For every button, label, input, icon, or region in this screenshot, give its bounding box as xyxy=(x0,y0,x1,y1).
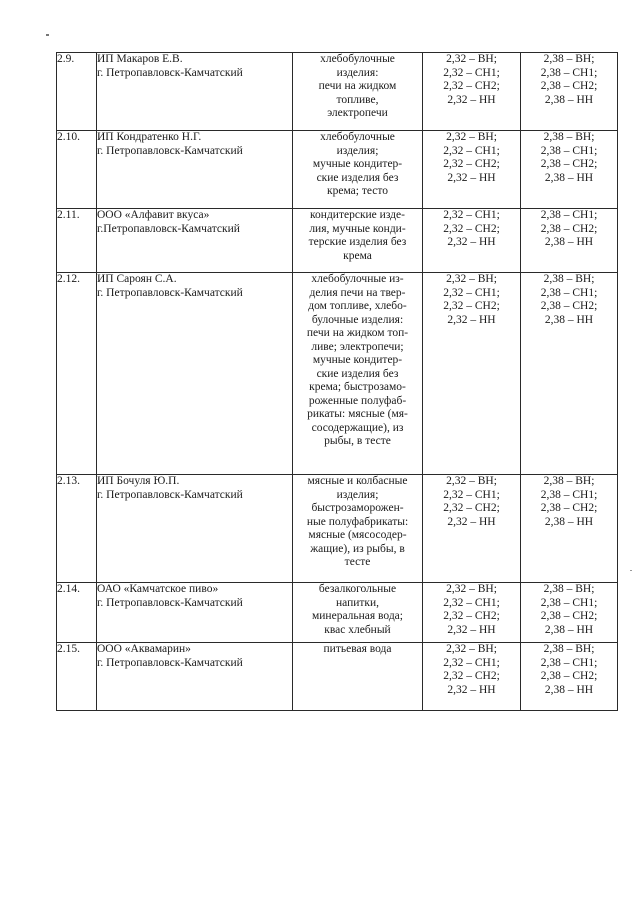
organization-city: г. Петропавловск-Камчатский xyxy=(97,656,243,669)
row-number: 2.14. xyxy=(57,583,97,643)
tariff-value: 2,32 – СН2; xyxy=(443,670,500,682)
tariff-value: 2,38 – СН2; xyxy=(540,300,598,312)
organization-city: г. Петропавловск-Камчатский xyxy=(97,66,243,79)
tariff-value: 2,38 – СН1; xyxy=(540,286,598,299)
table-row xyxy=(57,475,618,583)
tariff-column-1-cell xyxy=(423,643,521,711)
tariff-value: 2,32 – ВН; xyxy=(446,475,497,487)
tariff-column-1-cell xyxy=(423,53,521,131)
tariff-value: 2,32 – ВН; xyxy=(446,53,497,65)
tariff-value: 2,32 – СН2; xyxy=(443,300,500,312)
organization-city: г. Петропавловск-Камчатский xyxy=(97,144,243,157)
organization-name: ИП Бочуля Ю.П. xyxy=(97,475,180,487)
table-row xyxy=(57,273,618,475)
organization-cell xyxy=(97,131,293,209)
tariff-value: 2,32 – СН2; xyxy=(443,222,500,235)
tariff-value: 2,32 – ВН; xyxy=(446,273,497,285)
tariff-value: 2,38 – СН2; xyxy=(540,610,598,622)
products-cell xyxy=(293,643,423,711)
tariff-value: 2,38 – СН2; xyxy=(540,502,598,514)
tariff-value: 2,38 – СН2; xyxy=(540,80,598,92)
table-row xyxy=(57,131,618,209)
tariff-value: 2,32 – ВН; xyxy=(446,583,497,595)
tariff-value: 2,32 – СН2; xyxy=(443,80,500,92)
row-number: 2.9. xyxy=(57,53,97,131)
tariff-column-1-cell xyxy=(423,209,521,273)
products-cell xyxy=(293,475,423,583)
tariff-value: 2,38 – НН xyxy=(544,683,594,696)
tariff-value: 2,38 – СН1; xyxy=(540,144,598,157)
tariff-value: 2,32 – СН1; xyxy=(443,286,500,299)
organization-name: ОАО «Камчатское пиво» xyxy=(97,583,219,595)
tariff-value: 2,38 – ВН; xyxy=(543,53,595,65)
products-text: кондитерские изде- лия, мучные конди- терские изделия без крема xyxy=(308,209,407,262)
products-cell xyxy=(293,53,423,131)
tariff-value: 2,32 – НН xyxy=(447,236,496,248)
row-number: 2.13. xyxy=(57,475,97,583)
organization-cell xyxy=(97,643,293,711)
tariff-column-2-cell xyxy=(521,643,618,711)
tariff-column-2-cell xyxy=(521,131,618,209)
organization-cell xyxy=(97,273,293,475)
tariff-value: 2,38 – ВН; xyxy=(543,273,595,285)
tariff-value: 2,32 – СН1; xyxy=(443,144,500,157)
tariff-column-2-cell xyxy=(521,475,618,583)
tariff-value: 2,32 – СН1; xyxy=(443,488,500,501)
tariff-value: 2,32 – СН2; xyxy=(443,610,500,622)
organization-city: г. Петропавловск-Камчатский xyxy=(97,286,243,299)
products-text: хлебобулочные изделия; мучные кондитер- ские изделия без крема; тесто xyxy=(312,131,403,197)
table-row xyxy=(57,209,618,273)
products-cell xyxy=(293,209,423,273)
tariff-value: 2,32 – СН1; xyxy=(443,209,500,221)
tariff-value: 2,38 – СН1; xyxy=(540,488,598,501)
tariff-value: 2,32 – СН1; xyxy=(443,66,500,79)
tariff-value: 2,38 – СН2; xyxy=(540,670,598,682)
organization-city: г. Петропавловск-Камчатский xyxy=(97,596,243,609)
tariff-value: 2,32 – ВН; xyxy=(446,643,497,655)
tariff-value: 2,38 – СН1; xyxy=(540,656,598,669)
tariff-column-1-cell xyxy=(423,131,521,209)
tariff-column-2-cell xyxy=(521,273,618,475)
products-text: хлебобулочные изделия: печи на жидком топливе, электропечи xyxy=(318,53,397,119)
row-number: 2.11. xyxy=(57,209,97,273)
products-cell xyxy=(293,131,423,209)
tariff-value: 2,38 – НН xyxy=(544,93,594,106)
organization-name: ИП Сароян С.А. xyxy=(97,273,177,285)
products-text: хлебобулочные из- делия печи на твер- дом топливе, хлебо- булочные изделия: печи на жидком топ- ливе; электропечи; мучные кондитер- ские изделия без крема; быстрозамо- роженные полуфаб- рикаты: мясные (мя- сосодержащие), из рыбы, в тесте xyxy=(306,273,409,447)
tariff-value: 2,38 – СН1; xyxy=(540,596,598,609)
tariff-value: 2,38 – ВН; xyxy=(543,475,595,487)
tariff-value: 2,38 – ВН; xyxy=(543,583,595,595)
tariff-value: 2,32 – СН2; xyxy=(443,158,500,170)
tariff-value: 2,38 – СН1; xyxy=(540,66,598,79)
tariff-value: 2,32 – НН xyxy=(447,171,496,184)
table-body xyxy=(57,53,618,711)
tariff-value: 2,38 – ВН; xyxy=(543,643,595,655)
products-text: питьевая вода xyxy=(323,643,392,655)
tariff-value: 2,38 – СН1; xyxy=(540,209,598,221)
row-number: 2.10. xyxy=(57,131,97,209)
tariff-value: 2,38 – НН xyxy=(544,313,594,326)
organization-cell xyxy=(97,209,293,273)
tariff-value: 2,32 – СН1; xyxy=(443,596,500,609)
scan-speck xyxy=(46,34,49,36)
tariff-column-1-cell xyxy=(423,583,521,643)
tariff-value: 2,38 – СН2; xyxy=(540,222,598,235)
tariff-value: 2,38 – НН xyxy=(544,236,594,248)
tariff-column-1-cell xyxy=(423,273,521,475)
organization-name: ООО «Аквамарин» xyxy=(97,643,191,655)
table-row xyxy=(57,583,618,643)
tariff-value: 2,32 – НН xyxy=(447,623,496,636)
tariff-value: 2,38 – НН xyxy=(544,171,594,184)
tariff-value: 2,32 – СН2; xyxy=(443,502,500,514)
tariff-value: 2,32 – СН1; xyxy=(443,656,500,669)
tariff-value: 2,38 – СН2; xyxy=(540,158,598,170)
tariff-value: 2,32 – НН xyxy=(447,683,496,696)
products-text: мясные и колбасные изделия; быстрозаморожен- ные полуфабрикаты: мясные (мясосодер- жащие), из рыбы, в тесте xyxy=(306,475,409,568)
tariff-table xyxy=(56,52,618,711)
organization-city: г. Петропавловск-Камчатский xyxy=(97,488,243,501)
organization-name: ООО «Алфавит вкуса» xyxy=(97,209,210,221)
row-number: 2.12. xyxy=(57,273,97,475)
organization-cell xyxy=(97,475,293,583)
tariff-value: 2,32 – ВН; xyxy=(446,131,497,143)
scan-speck xyxy=(630,570,632,571)
organization-name: ИП Макаров Е.В. xyxy=(97,53,183,65)
organization-city: г.Петропавловск-Камчатский xyxy=(97,222,240,235)
organization-cell xyxy=(97,53,293,131)
tariff-column-2-cell xyxy=(521,209,618,273)
row-number: 2.15. xyxy=(57,643,97,711)
tariff-column-2-cell xyxy=(521,583,618,643)
table-row xyxy=(57,53,618,131)
organization-cell xyxy=(97,583,293,643)
tariff-column-2-cell xyxy=(521,53,618,131)
tariff-value: 2,32 – НН xyxy=(447,93,496,106)
products-text: безалкогольные напитки, минеральная вода; квас хлебный xyxy=(312,583,403,636)
products-cell xyxy=(293,583,423,643)
tariff-value: 2,38 – НН xyxy=(544,623,594,636)
tariff-value: 2,38 – ВН; xyxy=(543,131,595,143)
organization-name: ИП Кондратенко Н.Г. xyxy=(97,131,202,143)
products-cell xyxy=(293,273,423,475)
tariff-value: 2,32 – НН xyxy=(447,313,496,326)
tariff-value: 2,38 – НН xyxy=(544,515,594,528)
table-row xyxy=(57,643,618,711)
tariff-value: 2,32 – НН xyxy=(447,515,496,528)
tariff-column-1-cell xyxy=(423,475,521,583)
